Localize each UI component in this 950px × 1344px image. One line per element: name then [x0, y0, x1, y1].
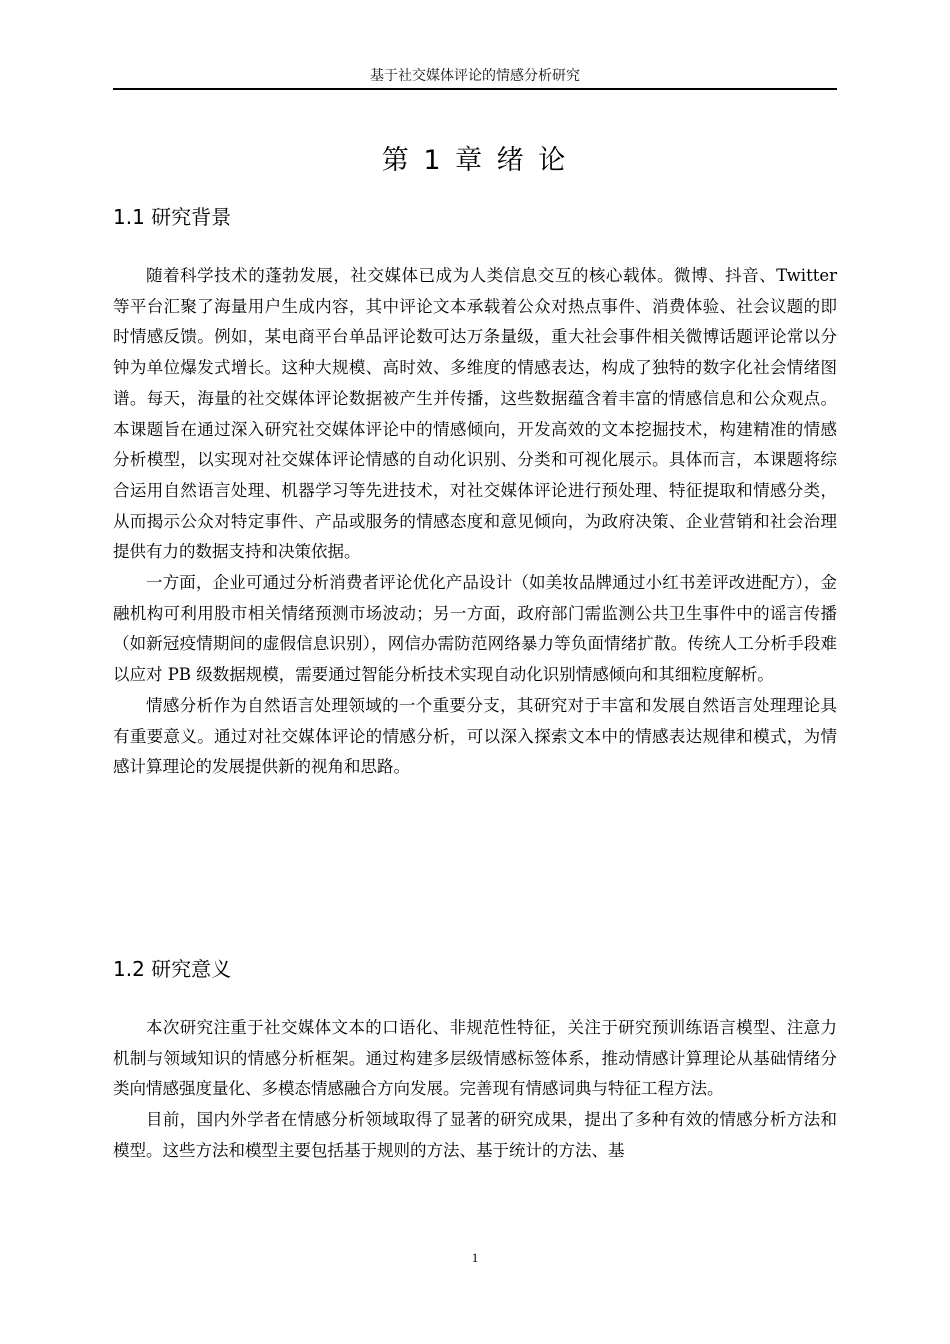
- section-body-background: [113, 261, 837, 783]
- paragraph: 情感分析作为自然语言处理领域的一个重要分支，其研究对于丰富和发展自然语言处理理论具有重要意义。通过对社交媒体评论的情感分析，可以深入探索文本中的情感表达规律和模式，为情感计算理论的发展提供新的视角和思路。: [113, 695, 837, 777]
- section-heading-significance: 1.2 研究意义: [113, 957, 232, 981]
- paragraph: 随着科学技术的蓬勃发展，社交媒体已成为人类信息交互的核心载体。微博、抖音、Twitter 等平台汇聚了海量用户生成内容，其中评论文本承载着公众对热点事件、消费体验、社会议题的即时情感反馈。例如，某电商平台单品评论数可达万条量级，重大社会事件相关微博话题评论常以分钟为单位爆发式增长。这种大规模、高时效、多维度的情感表达，构成了独特的数字化社会情绪图谱。每天，海量的社交媒体评论数据被产生并传播，这些数据蕴含着丰富的情感信息和公众观点。本课题旨在通过深入研究社交媒体评论中的情感倾向，开发高效的文本挖掘技术，构建精准的情感分析模型，以实现对社交媒体评论情感的自动化识别、分类和可视化展示。具体而言，本课题将综合运用自然语言处理、机器学习等先进技术，对社交媒体评论进行预处理、特征提取和情感分类，从而揭示公众对特定事件、产品或服务的情感态度和意见倾向，为政府决策、企业营销和社会治理提供有力的数据支持和决策依据。: [113, 266, 837, 562]
- page-number: 1: [471, 1250, 479, 1265]
- paragraph: 本次研究注重于社交媒体文本的口语化、非规范性特征，关注于研究预训练语言模型、注意力机制与领域知识的情感分析框架。通过构建多层级情感标签体系，推动情感计算理论从基础情绪分类向情感强度量化、多模态情感融合方向发展。完善现有情感词典与特征工程方法。: [113, 1018, 837, 1099]
- running-header: 基于社交媒体评论的情感分析研究: [370, 68, 580, 84]
- chapter-title: 第 1 章 绪 论: [381, 145, 569, 176]
- section-heading-background: 1.1 研究背景: [113, 205, 232, 229]
- paragraph: 一方面，企业可通过分析消费者评论优化产品设计（如美妆品牌通过小红书差评改进配方），金融机构可利用股市相关情绪预测市场波动；另一方面，政府部门需监测公共卫生事件中的谣言传播（如新冠疫情期间的虚假信息识别），网信办需防范网络暴力等负面情绪扩散。传统人工分析手段难以应对 PB 级数据规模，需要通过智能分析技术实现自动化识别情感倾向和其细粒度解析。: [113, 573, 837, 685]
- section-body-significance: [113, 1013, 837, 1167]
- header-rule: [113, 88, 837, 90]
- paragraph: 目前，国内外学者在情感分析领域取得了显著的研究成果，提出了多种有效的情感分析方法和模型。这些方法和模型主要包括基于规则的方法、基于统计的方法、基: [113, 1110, 837, 1160]
